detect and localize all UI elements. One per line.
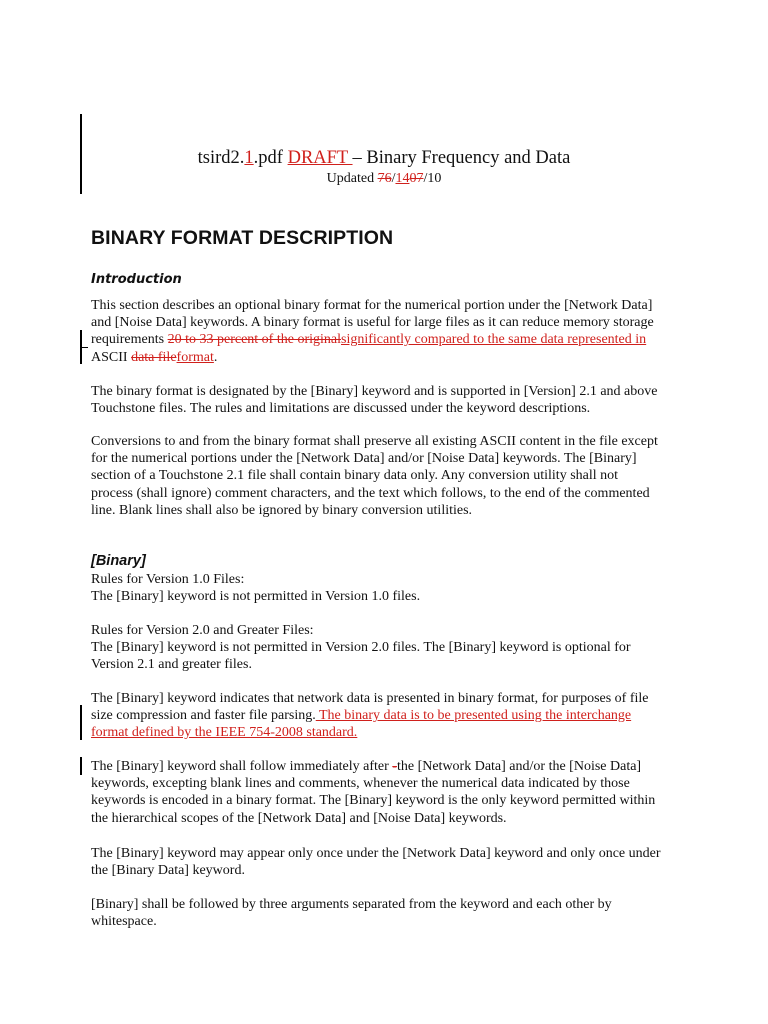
rules-version-2: Rules for Version 2.0 and Greater Files: The [Binary] keyword is not permitted in Version 2.0 files. The [Binary] keyword is optional for Version 2.1 and greater files. xyxy=(91,623,631,673)
binary-placement-paragraph: The [Binary] keyword shall follow immediately after -the [Network Data] and/or the [Noise Data] keywords, excepting blank lines and comments, whenever the numerical data indicated by those keywords is encoded in a binary format. The [Binary] keyword is the only keyword permitted within the hierarchical scopes of the [Network Data] and [Noise Data] keywords. xyxy=(91,759,656,826)
inserted-text: significantly compared to the same data represented in xyxy=(341,332,647,348)
title-inserted-version: 1 xyxy=(244,148,254,168)
intro-paragraph: This section describes an optional binary format for the numerical portion under the [Network Data] and [Noise Data] keywords. A binary format is useful for large files as it can reduce memory storage requirements 20 to 33 percent of the originalsignificantly compared to the same data represented in ASCII data fileformat. xyxy=(91,298,654,365)
introduction-heading: Introduction xyxy=(91,272,182,287)
inserted-text: format defined by the IEEE 754-2008 standard. xyxy=(91,725,358,741)
inserted-text: format xyxy=(176,349,214,365)
section-title: BINARY FORMAT DESCRIPTION xyxy=(91,227,394,249)
rules-version-1: Rules for Version 1.0 Files: The [Binary] keyword is not permitted in Version 1.0 files. xyxy=(91,572,421,605)
title-inserted-draft: DRAFT xyxy=(287,148,353,168)
change-bar-follow xyxy=(80,757,82,775)
inserted-text: The binary data is to be presented using the interchange xyxy=(315,708,632,724)
document-title: tsird2.1.pdf DRAFT – Binary Frequency and Data xyxy=(197,148,571,168)
binary-designation-paragraph: The binary format is designated by the [Binary] keyword and is supported in [Version] 2.1 and above Touchstone files. The rules and limitations are discussed under the keyword descriptions. xyxy=(91,384,658,417)
binary-keyword-heading: [Binary] xyxy=(91,553,146,569)
conversion-paragraph: Conversions to and from the binary format shall preserve all existing ASCII content in the file except for the numerical portions under the [Network Data] and/or [Noise Data] keywords. The [Binary] section of a Touchstone 2.1 file shall contain binary data only. Any conversion utility shall not process (shall ignore) comment characters, and the text which follows, to the end of the commented line. Blank lines shall also be ignored by binary conversion utilities. xyxy=(91,434,658,518)
binary-format-paragraph: The [Binary] keyword indicates that network data is presented in binary format, for purposes of file size compression and faster file parsing. The binary data is to be presented using the interchange format defined by the IEEE 754-2008 standard. xyxy=(91,691,649,741)
change-bar-intro-tick xyxy=(80,347,88,348)
deleted-text: 20 to 33 percent of the original xyxy=(167,332,341,348)
deleted-text: - xyxy=(392,759,397,774)
change-bar-binary-data xyxy=(80,705,82,740)
updated-date: Updated 76/1407/10 xyxy=(326,171,442,186)
deleted-text: data file xyxy=(131,349,177,365)
binary-arguments-paragraph: [Binary] shall be followed by three arguments separated from the keyword and each other by whitespace. xyxy=(91,897,612,930)
binary-once-paragraph: The [Binary] keyword may appear only once under the [Network Data] keyword and only once under the [Binary Data] keyword. xyxy=(91,846,661,879)
